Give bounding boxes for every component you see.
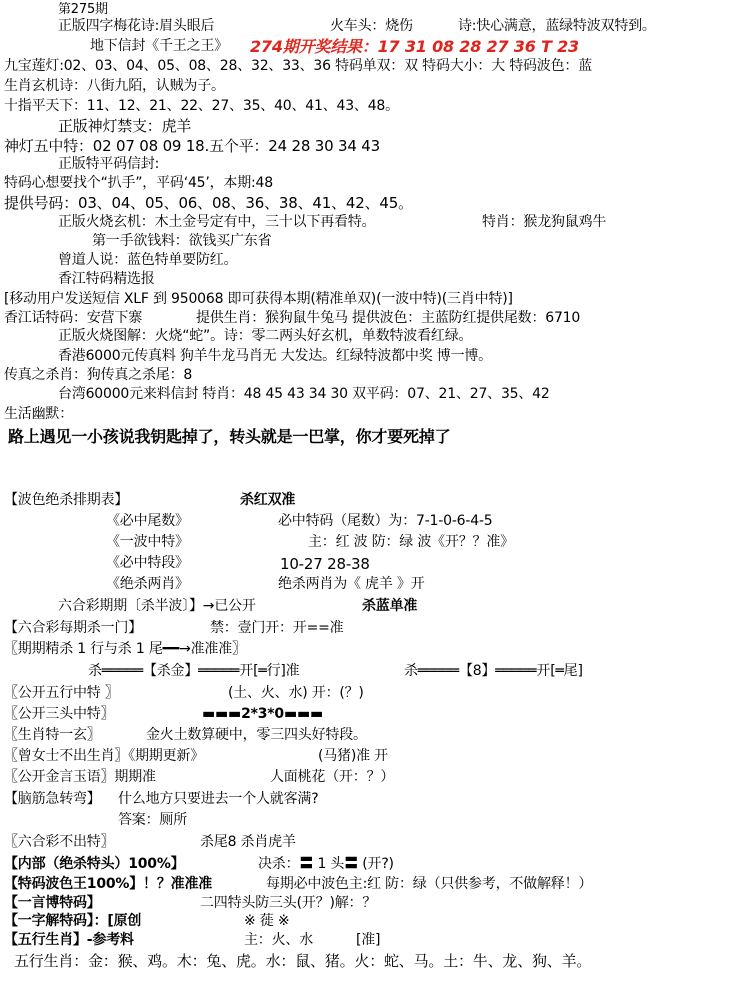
riddle-question: 什么地方只要进去一个人就客满? (118, 791, 319, 807)
riddle-answer: 答案：厕所 (118, 812, 187, 828)
train-head: 火车头：烧伤 (330, 18, 413, 34)
ms-zeng-label: 〖曾女士不出生肖〗《期期更新》 (4, 748, 204, 764)
five-zodiac-main: 主：火、水 (244, 932, 313, 948)
xiangjiang-code: 香江话特码：安营下寨 (4, 310, 142, 326)
one-char-value: ※ 蓰 ※ (244, 913, 290, 929)
one-char-label: 【一字解特码】：[原创 (4, 913, 142, 929)
humor-text: 路上遇见一小孩说我钥匙掉了，转头就是一巴掌，你才要死掉了 (8, 427, 451, 446)
draw-result: 274期开奖结果：17 31 08 28 27 36 T 23 (250, 37, 579, 56)
tail-value: 必中特码（尾数）为：7-1-0-6-4-5 (278, 513, 493, 529)
humor-heading: 生活幽默： (4, 406, 73, 422)
internal-kill-value: 决杀：〓 1 头〓 (开?) (258, 856, 394, 872)
riddle-label: 【脑筋急转弯】 (4, 791, 101, 807)
one-wave-value: 主：红 波 防：绿 波《开？？准》 (308, 534, 514, 550)
provided-numbers: 提供号码：03、04、05、06、08、36、38、41、42、45。 (4, 194, 413, 212)
kill-blue-label: 杀蓝单准 (362, 598, 418, 614)
envelope-heading: 正版特平码信封: (58, 156, 160, 172)
fire-mystery: 正版火烧玄机：木土金号定有中，三十以下再看特。 (58, 214, 376, 230)
mystery-label: 〖生肖特一玄〗 (4, 727, 101, 743)
poem-line: 诗:快心满意，蓝绿特波双特到。 (458, 18, 656, 34)
five-element-value: (土、火、水) 开：(？) (228, 685, 364, 701)
three-head-value: ▬▬▬2*3*0▬▬▬ (202, 706, 324, 722)
kill-tail-row: 杀═════【8】═════开[═尾] (404, 663, 583, 679)
half-wave-line: 六合彩期期〔杀半波〕】→已公开 (58, 598, 256, 614)
wave-king-label: 【特码波色王100%】！？准准准 (4, 876, 213, 892)
issue-number: 第275期 (58, 2, 108, 17)
three-head-label: 〖公开三头中特〗 (4, 706, 115, 722)
lotus-lamp-line: 九宝莲灯:02、03、04、05、08、28、32、33、36 特码单双：双 特码大小：大 特码波色：蓝 (4, 58, 592, 74)
mystery-value: 金火土数算硬中，零三四头好特段。 (146, 727, 367, 743)
envelope-title: 地下信封《千王之王》 (90, 38, 228, 54)
kill-two-label: 《绝杀两肖》 (106, 576, 189, 592)
zeng-says: 曾道人说：蓝色特单要防红。 (58, 252, 238, 268)
provided-zodiac: 提供生肖：猴狗鼠牛兔马 提供波色：主蓝防红提供尾数：6710 (196, 310, 581, 326)
kill-one-door: 【六合彩每期杀一门】 (4, 620, 142, 636)
kill-two-value: 绝杀两肖为《 虎羊 》开 (278, 576, 425, 592)
one-word-value: 二四特头防三头(开？)解：？ (200, 895, 377, 911)
sms-promo: [移动用户发送短信 XLF 到 950068 即可获得本期(精准单双)(一波中特)(三肖中特)] (4, 291, 513, 307)
five-element-label: 〖公开五行中特 〗 (4, 685, 119, 701)
fax-kill: 传真之杀肖：狗传真之杀尾：8 (4, 367, 193, 383)
one-word-label: 【一言博特码】 (4, 895, 101, 911)
fire-diagram: 正版火烧图解：火烧“蛇”。诗：零二两头好玄机，单数特波看红绿。 (58, 328, 473, 344)
no-special-label: 〖六合彩不出特〗 (4, 834, 115, 850)
god-lamp-five: 神灯五中特：02 07 08 09 18.五个平：24 28 30 34 43 (4, 137, 380, 155)
wave-table-heading: 【波色绝杀排期表】 (4, 492, 129, 508)
special-zodiac: 特肖：猴龙狗鼠鸡牛 (482, 214, 607, 230)
zodiac-poem: 生肖玄机诗：八街九陌，认贼为子。 (4, 78, 225, 94)
kill-element-line: 〖期期精杀 1 行与杀 1 尾━━→准准准〗 (4, 641, 246, 657)
first-hand-line: 第一手欲钱料：欲钱买广东省 (92, 233, 272, 249)
golden-words-value: 人面桃花（开：？） (270, 769, 395, 785)
special-hint: 特码心想要找个“扒手”，平码‘45’，本期:48 (4, 175, 273, 191)
wave-king-value: 每期必中波色主:红 防：绿（只供参考，不做解释！） (266, 876, 593, 892)
god-lamp-ban: 正版神灯禁支：虎羊 (58, 117, 192, 135)
segment-label: 《必中特段》 (106, 555, 189, 571)
kill-one-door-value: 禁：壹门开：开==准 (210, 620, 344, 636)
ten-fingers-line: 十指平天下：11、12、21、22、27、35、40、41、43、48。 (4, 98, 399, 114)
xiangjiang-heading: 香江特码精选报 (58, 271, 155, 287)
golden-words-label: 〖公开金言玉语〗期期准 (4, 769, 156, 785)
segment-value: 10-27 28-38 (280, 555, 370, 573)
one-wave-label: 《一波中特》 (106, 534, 189, 550)
tail-label: 《必中尾数》 (106, 513, 189, 529)
kill-metal-row: 杀═════【杀金】═════开[═行]准 (88, 663, 300, 679)
taiwan-line: 台湾60000元来料信封 特肖：48 45 43 34 30 双平码：07、21、27、35、42 (58, 386, 550, 402)
kill-red-label: 杀红双准 (240, 492, 296, 508)
hk-fax-line: 香港6000元传真料 狗羊牛龙马肖无 大发达。红绿特波都中奖 博一博。 (58, 348, 492, 364)
plum-poem: 正版四字梅花诗:眉头眼后 (58, 18, 215, 34)
internal-kill-label: 【内部（绝杀特头）100%】 (4, 856, 185, 872)
five-zodiac-label: 【五行生肖】-参考料 (4, 932, 134, 948)
five-zodiac-status: [准] (356, 932, 381, 948)
no-special-value: 杀尾8 杀肖虎羊 (200, 834, 296, 850)
five-element-zodiacs: 五行生肖：金：猴、鸡。木：兔、虎。水：鼠、猪。火：蛇、马。土：牛、龙、狗、羊。 (14, 952, 592, 970)
ms-zeng-value: (马猪)准 开 (318, 748, 388, 764)
